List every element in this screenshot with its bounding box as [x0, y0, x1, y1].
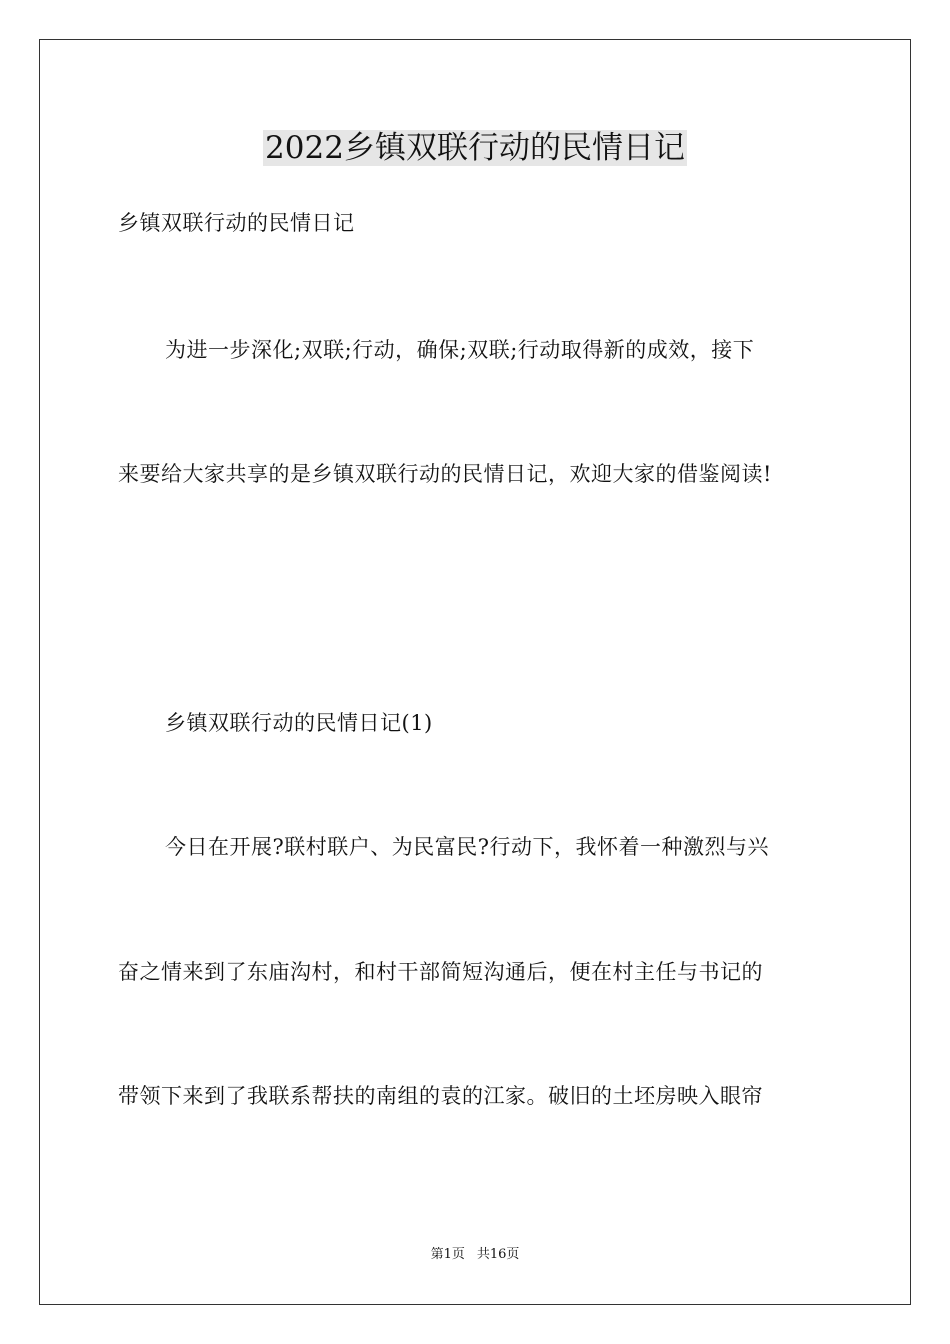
paragraph-line: 今日在开展?联村联户、为民富民?行动下，我怀着一种激烈与兴 [165, 835, 770, 859]
section-heading: 乡镇双联行动的民情日记(1) [165, 711, 433, 735]
paragraph-line: 为进一步深化;双联;行动，确保;双联;行动取得新的成效，接下 [165, 338, 755, 362]
page-total: 共16页 [476, 1247, 520, 1262]
paragraph-line: 奋之情来到了东庙沟村，和村干部简短沟通后，便在村主任与书记的 [118, 960, 763, 984]
page-footer [0, 1246, 950, 1264]
document-title-text: 2022乡镇双联行动的民情日记 [265, 130, 685, 166]
paragraph-line: 带领下来到了我联系帮扶的南组的袁的江家。破旧的土坯房映入眼帘 [118, 1084, 763, 1108]
paragraph-line: 来要给大家共享的是乡镇双联行动的民情日记，欢迎大家的借鉴阅读! [118, 462, 772, 486]
page-number: 第1页 [430, 1247, 465, 1262]
document-subtitle: 乡镇双联行动的民情日记 [118, 211, 355, 235]
document-title [0, 128, 950, 168]
